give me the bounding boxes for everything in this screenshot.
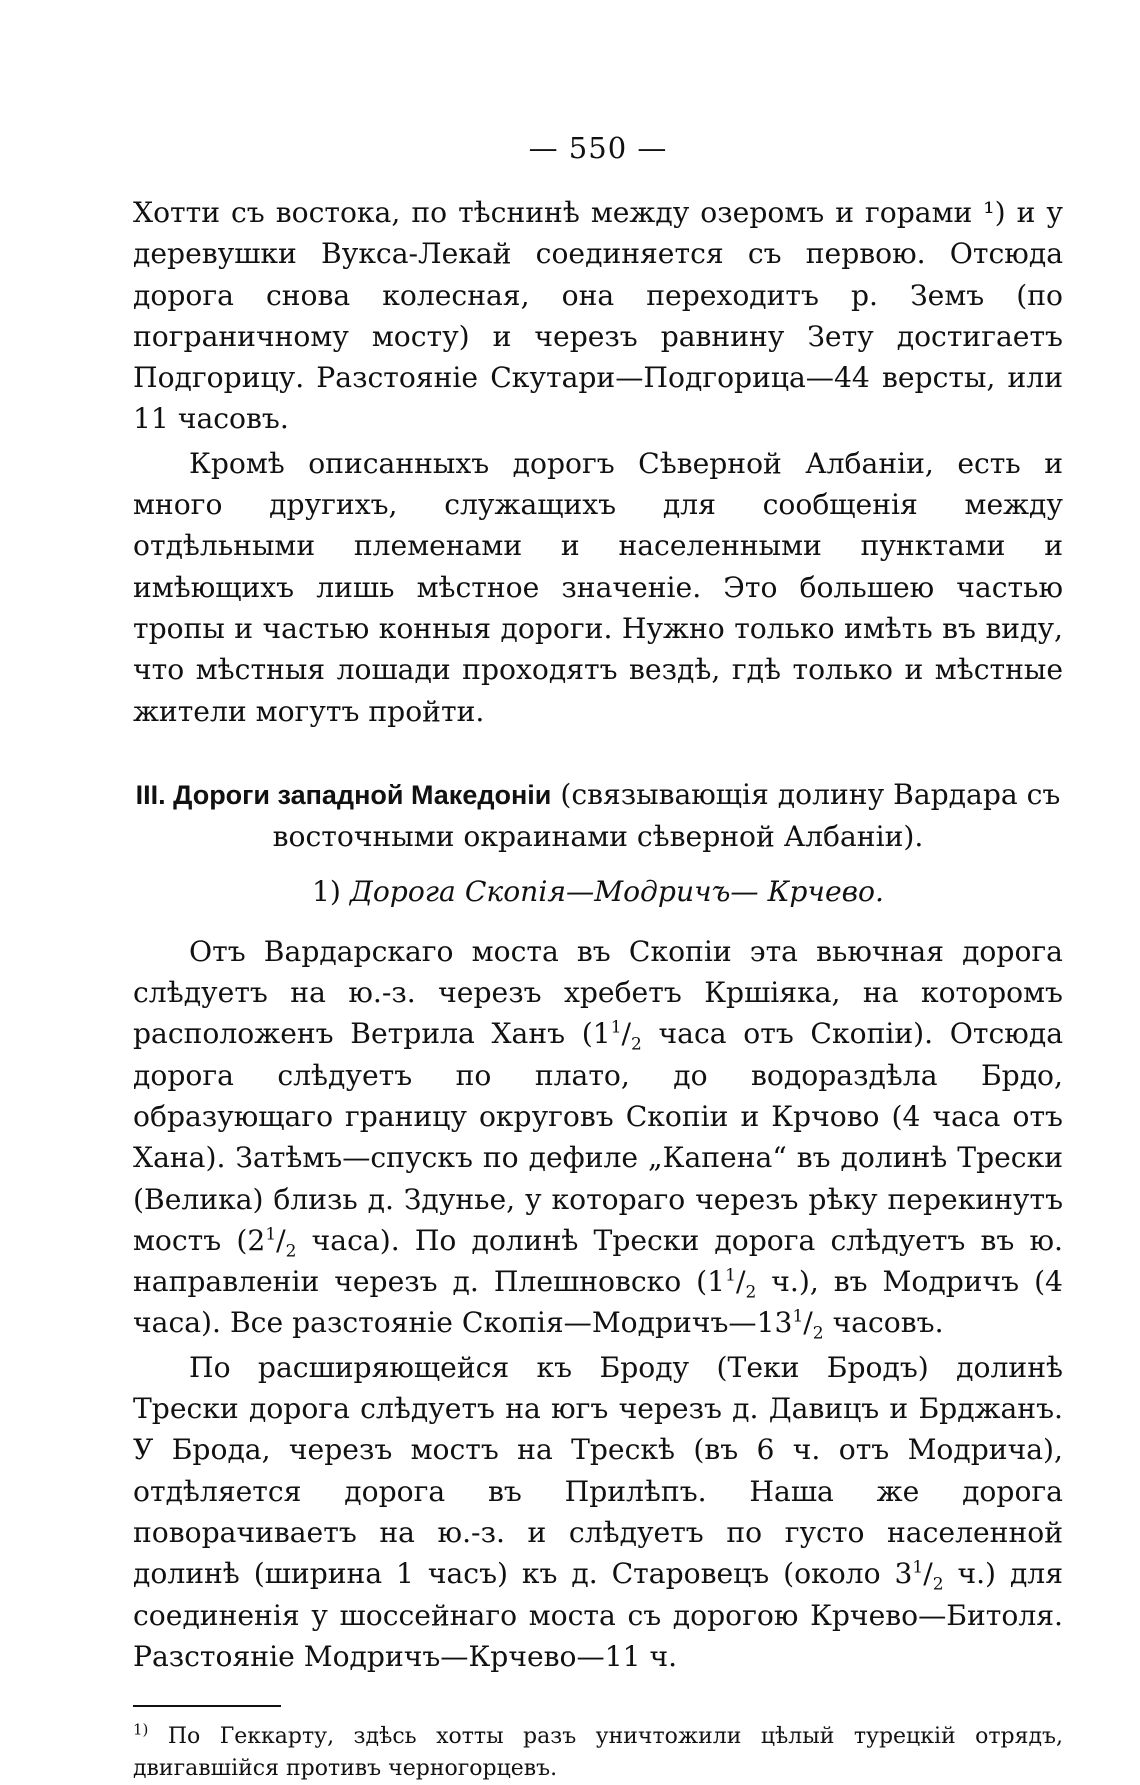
paragraph-2: Кромѣ описанныхъ дорогъ Сѣверной Албаніи, есть и много другихъ, служащихъ для сообщенія между отдѣльными племенами и населенными пунктами и имѣющихъ лишь мѣстное значеніе. Это большею частью тропы и частью конныя дороги. Нужно только имѣть въ виду, что мѣстныя лошади проходятъ вездѣ, гдѣ только и мѣстные жители могутъ пройти. — [133, 446, 1063, 728]
paragraph-4-text-1: По расширяющейся къ Броду (Теки Бродъ) долинѣ Трески дорога слѣдуетъ на югъ черезъ д. Давицъ и Брджанъ. У Брода, черезъ мостъ на Трескѣ (въ 6 ч. отъ Модрича), отдѣляется дорога въ Прилѣпъ. Наша же дорога поворачиваетъ на ю.-з. и слѣдуетъ по густо населенной долинѣ (ширина 1 часъ) къ д. Старовецъ (около 3 — [133, 1350, 1063, 1591]
paragraph-4: По расширяющейся къ Броду (Теки Бродъ) долинѣ Трески дорога слѣдуетъ на югъ черезъ д. Давицъ и Брджанъ. У Брода, черезъ мостъ на Трескѣ (въ 6 ч. отъ Модрича), отдѣляется дорога въ Прилѣпъ. Наша же дорога поворачиваетъ на ю.-з. и слѣдуетъ по густо населенной долинѣ (ширина 1 часъ) къ д. Старовецъ (около $3^1/_2$ ч.) для соединенія у шоссейнаго моста съ дорогою Крчево—Битоля. Разстояніе Модричъ—Крчево—11 ч. — [133, 1350, 1063, 1673]
fraction-numerator: 1 — [792, 1307, 804, 1328]
subsection-title: Дорога Скопія—Модричъ— Крчево. — [349, 875, 884, 909]
fraction-numerator: 1 — [725, 1265, 736, 1286]
fraction-denominator: 2 — [812, 1324, 824, 1345]
footnote — [133, 1721, 1063, 1785]
fraction-denominator: 2 — [745, 1282, 757, 1303]
fraction-numerator: 1 — [610, 1017, 622, 1038]
subsection-heading — [133, 871, 1063, 912]
footnote-mark: 1) — [133, 1720, 149, 1739]
section-heading — [133, 774, 1063, 858]
book-page — [133, 130, 1063, 1785]
paragraph-1: Хотти съ востока, по тѣснинѣ между озеромъ и горами ¹) и у деревушки Вукса-Лекай соединяется съ первою. Отсюда дорога снова колесная, она переходитъ р. Земъ (по пограничному мосту) и черезъ равнину Зету достигаетъ Подгорицу. Разстояніе Скутари—Подгорица—44 версты, или 11 часовъ. — [133, 196, 1063, 436]
fraction-denominator: 2 — [631, 1034, 642, 1055]
paragraph-3-text-2: часа отъ Скопіи). Отсюда дорога слѣдуетъ по плато, до водораздѣла Брдо, образующаго границу округовъ Скопіи и Крчово (4 часа отъ Хана). Затѣмъ—спускъ по дефиле „Капена“ въ долинѣ Трески (Велика) близь д. Здунье, у котораго черезъ рѣку перекинутъ мостъ (2 — [133, 1017, 1063, 1257]
page-number: — 550 — — [528, 131, 668, 165]
subsection-number: 1) — [312, 875, 341, 909]
footnote-text: По Геккарту, здѣсь хотты разъ уничтожили цѣлый турецкій отрядъ, двигавшійся противъ черногорцевъ. — [133, 1724, 1063, 1782]
fraction-numerator: 1 — [912, 1557, 924, 1578]
section-title: III. Дороги западной Македоніи — [135, 779, 552, 810]
fraction-denominator: 2 — [932, 1574, 944, 1595]
footnote-divider — [133, 1705, 281, 1707]
paragraph-3: Отъ Вардарскаго моста въ Скопіи эта вьючная дорога слѣдуетъ на ю.-з. черезъ хребетъ Кршіяка, на которомъ расположенъ Ветрила Ханъ ($1^1/_2$ часа отъ Скопіи). Отсюда дорога слѣдуетъ по плато, до водораздѣла Брдо, образующаго границу округовъ Скопіи и Крчово (4 часа отъ Хана). Затѣмъ—спускъ по дефиле „Капена“ въ долинѣ Трески (Велика) близь д. Здунье, у котораго черезъ рѣку перекинутъ мостъ ($2^1/_2$ часа). По долинѣ Трески дорога слѣдуетъ въ ю. направленіи черезъ д. Плешновско ($1^1/_2$ ч.), въ Модричъ (4 часа). Все разстояніе $Скопія—Модричъ—13^1/_2$ часовъ. — [133, 934, 1063, 1345]
section-subtitle: (связывающія долину Вардара съ восточными окраинами сѣверной Албаніи). — [272, 777, 1061, 854]
fraction-denominator: 2 — [285, 1241, 297, 1262]
paragraph-3-text-1: Отъ Вардарскаго моста въ Скопіи эта вьючная дорога слѣдуетъ на ю.-з. черезъ хребетъ Кршіяка, на которомъ расположенъ Ветрила Ханъ (1 — [133, 934, 1063, 1051]
paragraph-3-text-5: часовъ. — [823, 1306, 944, 1340]
paragraph-4-text-2: ч.) для соединенія у шоссейнаго моста съ дорогою Крчево—Битоля. Разстояніе Модричъ—Крчево—11 ч. — [133, 1557, 1063, 1673]
paragraph-3-text-4: ч.), въ Модричъ (4 часа). Все разстояніе Скопія—Модричъ—13 — [133, 1265, 1063, 1340]
paragraph-3-text-3: часа). По долинѣ Трески дорога слѣдуетъ въ ю. направленіи черезъ д. Плешновско (1 — [133, 1223, 1063, 1299]
fraction-numerator: 1 — [265, 1224, 277, 1245]
